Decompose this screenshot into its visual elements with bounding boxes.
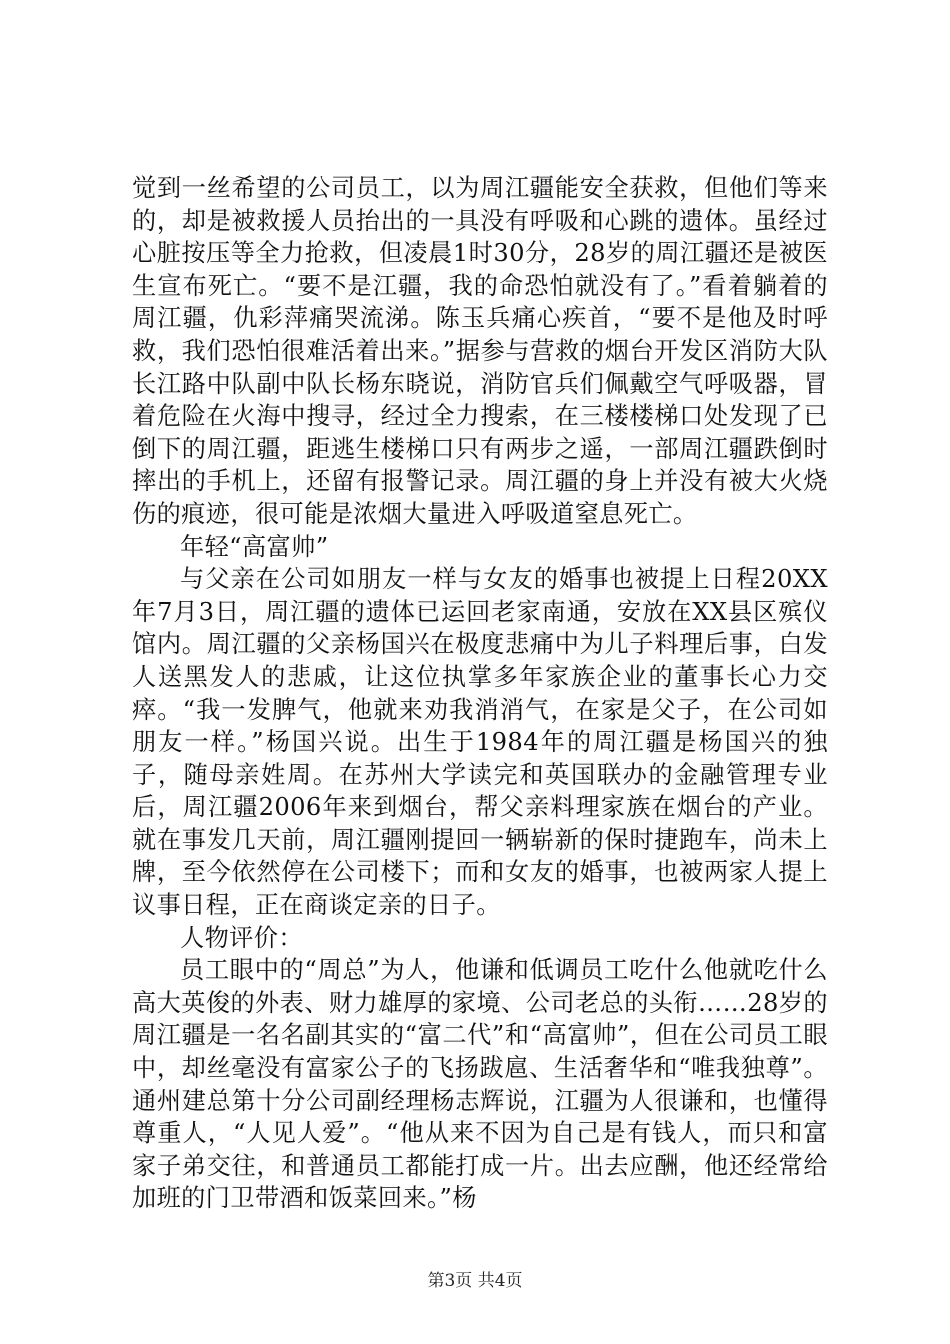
paragraph-rescue-account: 觉到一丝希望的公司员工，以为周江疆能安全获救，但他们等来的，却是被救援人员抬出的一具没有呼吸和心跳的遗体。虽经过心脏按压等全力抢救，但凌晨1时30分，28岁的周江疆还是被医生宣布死亡。“要不是江疆，我的命恐怕就没有了。”看着躺着的周江疆，仇彩萍痛哭流涕。陈玉兵痛心疾首，“要不是他及时呼救，我们恐怕很难活着出来。”据参与营救的烟台开发区消防大队长江路中队副中队长杨东晓说，消防官兵们佩戴空气呼吸器，冒着危险在火海中搜寻，经过全力搜索，在三楼楼梯口处发现了已倒下的周江疆，距逃生楼梯口只有两步之遥，一部周江疆跌倒时摔出的手机上，还留有报警记录。周江疆的身上并没有被大火烧伤的痕迹，很可能是浓烟大量进入呼吸道窒息死亡。 <box>132 174 828 528</box>
document-body <box>132 172 828 1215</box>
paragraph-family-background: 与父亲在公司如朋友一样与女友的婚事也被提上日程20XX年7月3日，周江疆的遗体已运回老家南通，安放在XX县区殡仪馆内。周江疆的父亲杨国兴在极度悲痛中为儿子料理后事，白发人送黑发人的悲戚，让这位执掌多年家族企业的董事长心力交瘁。“我一发脾气，他就来劝我消消气，在家是父子，在公司如朋友一样。”杨国兴说。出生于1984年的周江疆是杨国兴的独子，随母亲姓周。在苏州大学读完和英国联办的金融管理专业后，周江疆2006年来到烟台，帮父亲料理家族在烟台的产业。就在事发几天前，周江疆刚提回一辆崭新的保时捷跑车，尚未上牌，至今依然停在公司楼下；而和女友的婚事，也被两家人提上议事日程，正在商谈定亲的日子。 <box>132 565 828 920</box>
page-number-footer: 第3页 共4页 <box>427 1271 523 1291</box>
paragraph-employee-view: 员工眼中的“周总”为人，他谦和低调员工吃什么他就吃什么高大英俊的外表、财力雄厚的家境、公司老总的头衔……28岁的周江疆是一名名副其实的“富二代”和“高富帅”，但在公司员工眼中，却丝毫没有富家公子的飞扬跋扈、生活奢华和“唯我独尊”。通州建总第十分公司副经理杨志辉说，江疆为人很谦和，也懂得尊重人，“人见人爱”。“他从来不因为自己是有钱人，而只和富家子弟交往，和普通员工都能打成一片。出去应酬，他还经常给加班的门卫带酒和饭菜回来。”杨 <box>132 956 828 1213</box>
section-heading-young-rich: 年轻“高富帅” <box>180 532 329 561</box>
section-heading-evaluation: 人物评价： <box>180 923 303 952</box>
